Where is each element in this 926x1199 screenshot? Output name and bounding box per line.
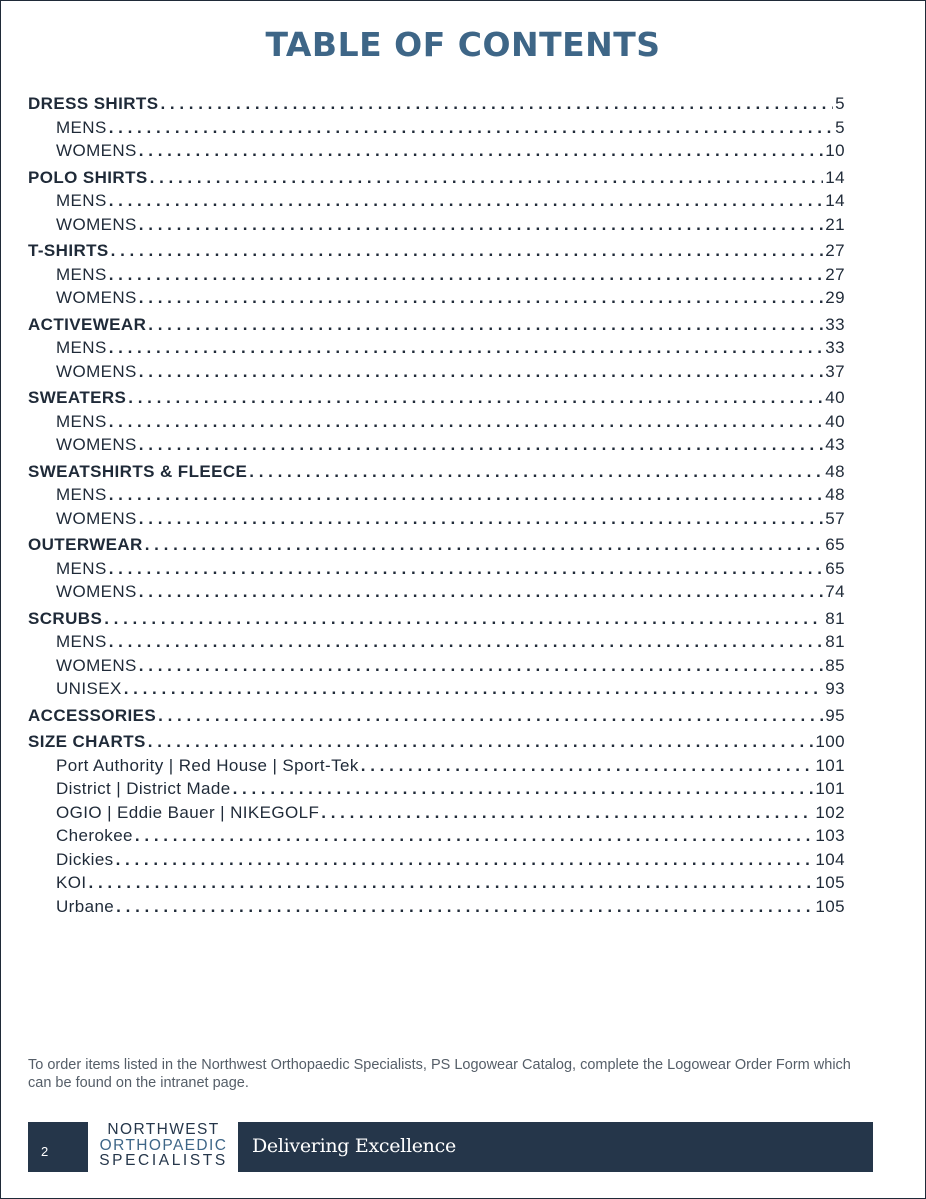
toc-page-number: 21 xyxy=(825,214,845,234)
toc-entry-label: MENS xyxy=(56,411,107,431)
toc-page-number: 14 xyxy=(825,191,845,210)
toc-page-number: 102 xyxy=(815,802,845,822)
toc-subsection-row[interactable] xyxy=(28,410,845,434)
toc-page-number: 74 xyxy=(825,582,845,601)
toc-entry-label: SWEATSHIRTS & FLEECE xyxy=(28,461,248,481)
page-number: 2 xyxy=(41,1144,49,1159)
toc-entry-label: WOMENS xyxy=(56,288,137,307)
toc-subsection-row[interactable] xyxy=(28,754,845,778)
dot-leader xyxy=(139,286,823,310)
dot-leader xyxy=(249,460,823,484)
toc-page-number: 27 xyxy=(825,264,845,284)
toc-subsection-row[interactable] xyxy=(28,580,845,604)
dot-leader xyxy=(233,777,814,801)
toc-subsection-row[interactable] xyxy=(28,483,845,507)
dot-leader xyxy=(321,801,813,825)
toc-subsection-row[interactable] xyxy=(28,801,845,825)
toc-page-number: 81 xyxy=(825,608,845,628)
toc-page-number: 5 xyxy=(835,117,845,137)
page-number-box xyxy=(28,1122,88,1172)
table-of-contents xyxy=(28,92,845,918)
toc-entry-label: SWEATERS xyxy=(28,388,127,407)
toc-entry-label: Dickies xyxy=(56,849,114,869)
dot-leader xyxy=(128,386,823,410)
toc-subsection-row[interactable] xyxy=(28,139,845,163)
company-logo xyxy=(96,1122,231,1172)
toc-entry-label: KOI xyxy=(56,873,87,892)
dot-leader xyxy=(109,263,824,287)
toc-page-number: 65 xyxy=(825,558,845,578)
toc-page-number: 27 xyxy=(825,241,845,260)
dot-leader xyxy=(139,507,823,531)
toc-entry-label: Cherokee xyxy=(56,826,133,845)
toc-subsection-row[interactable] xyxy=(28,677,845,701)
toc-subsection-row[interactable] xyxy=(28,116,845,140)
tagline-banner xyxy=(238,1122,873,1172)
toc-entry-label: MENS xyxy=(56,485,107,504)
toc-page-number: 105 xyxy=(815,873,845,892)
page-footer xyxy=(28,1122,873,1172)
dot-leader xyxy=(109,116,833,140)
toc-page-number: 95 xyxy=(825,705,845,725)
dot-leader xyxy=(139,139,823,163)
toc-page-number: 40 xyxy=(825,388,845,407)
logo-line-3: SPECIALISTS xyxy=(99,1152,228,1169)
toc-subsection-row[interactable] xyxy=(28,895,845,919)
toc-subsection-row[interactable] xyxy=(28,654,845,678)
dot-leader xyxy=(116,895,813,919)
dot-leader xyxy=(139,433,823,457)
toc-entry-label: WOMENS xyxy=(56,655,137,675)
toc-section-row[interactable] xyxy=(28,607,845,631)
toc-section-row[interactable] xyxy=(28,92,845,116)
toc-page-number: 40 xyxy=(825,411,845,431)
toc-entry-label: MENS xyxy=(56,117,107,137)
toc-section-row[interactable] xyxy=(28,313,845,337)
dot-leader xyxy=(109,630,824,654)
toc-entry-label: MENS xyxy=(56,632,107,651)
tagline: Delivering Excellence xyxy=(252,1135,456,1157)
toc-section-row[interactable] xyxy=(28,239,845,263)
toc-page-number: 43 xyxy=(825,435,845,454)
dot-leader xyxy=(124,677,824,701)
toc-entry-label: ACTIVEWEAR xyxy=(28,314,147,334)
toc-page-number: 100 xyxy=(815,732,845,751)
dot-leader xyxy=(109,410,824,434)
toc-page-number: 103 xyxy=(815,826,845,845)
toc-entry-label: Port Authority | Red House | Sport-Tek xyxy=(56,755,359,775)
toc-subsection-row[interactable] xyxy=(28,557,845,581)
toc-entry-label: MENS xyxy=(56,558,107,578)
toc-entry-label: T-SHIRTS xyxy=(28,241,109,260)
dot-leader xyxy=(139,654,823,678)
dot-leader xyxy=(104,607,823,631)
toc-entry-label: ACCESSORIES xyxy=(28,705,157,725)
toc-subsection-row[interactable] xyxy=(28,871,845,895)
toc-subsection-row[interactable] xyxy=(28,189,845,213)
dot-leader xyxy=(89,871,814,895)
dot-leader xyxy=(109,483,824,507)
toc-entry-label: District | District Made xyxy=(56,779,231,798)
toc-section-row[interactable] xyxy=(28,166,845,190)
dot-leader xyxy=(109,336,824,360)
toc-page-number: 101 xyxy=(815,779,845,798)
toc-entry-label: WOMENS xyxy=(56,141,137,160)
toc-subsection-row[interactable] xyxy=(28,263,845,287)
toc-page-number: 37 xyxy=(825,361,845,381)
toc-page-number: 85 xyxy=(825,655,845,675)
toc-page-number: 65 xyxy=(825,535,845,554)
toc-entry-label: OUTERWEAR xyxy=(28,535,143,554)
dot-leader xyxy=(111,239,824,263)
dot-leader xyxy=(139,213,823,237)
toc-page-number: 33 xyxy=(825,338,845,357)
toc-entry-label: MENS xyxy=(56,191,107,210)
dot-leader xyxy=(148,730,814,754)
toc-page-number: 14 xyxy=(825,167,845,187)
toc-page-number: 29 xyxy=(825,288,845,307)
logo-line-2: ORTHOPAEDIC xyxy=(99,1136,228,1154)
toc-subsection-row[interactable] xyxy=(28,777,845,801)
toc-entry-label: OGIO | Eddie Bauer | NIKEGOLF xyxy=(56,802,320,822)
toc-page-number: 5 xyxy=(835,94,845,113)
toc-page-number: 48 xyxy=(825,461,845,481)
toc-section-row[interactable] xyxy=(28,730,845,754)
toc-entry-label: WOMENS xyxy=(56,361,137,381)
order-note: To order items listed in the Northwest Orthopaedic Specialists, PS Logowear Catalog, complete the Logowear Order Form which can be found on the intranet page. xyxy=(28,1057,851,1091)
page-title: TABLE OF CONTENTS xyxy=(265,25,661,64)
toc-page-number: 48 xyxy=(825,485,845,504)
toc-page-number: 33 xyxy=(825,314,845,334)
dot-leader xyxy=(109,557,824,581)
toc-page-number: 105 xyxy=(815,896,845,916)
dot-leader xyxy=(116,848,814,872)
toc-subsection-row[interactable] xyxy=(28,848,845,872)
toc-page-number: 81 xyxy=(825,632,845,651)
toc-entry-label: WOMENS xyxy=(56,582,137,601)
dot-leader xyxy=(109,189,824,213)
dot-leader xyxy=(160,92,833,116)
dot-leader xyxy=(145,533,824,557)
toc-entry-label: UNISEX xyxy=(56,679,122,698)
toc-subsection-row[interactable] xyxy=(28,630,845,654)
toc-section-row[interactable] xyxy=(28,533,845,557)
toc-entry-label: DRESS SHIRTS xyxy=(28,94,159,113)
toc-entry-label: Urbane xyxy=(56,896,115,916)
toc-page-number: 93 xyxy=(825,679,845,698)
logo-line-1: NORTHWEST xyxy=(107,1121,220,1138)
toc-section-row[interactable] xyxy=(28,460,845,484)
dot-leader xyxy=(361,754,814,778)
toc-subsection-row[interactable] xyxy=(28,213,845,237)
dot-leader xyxy=(158,704,823,728)
toc-subsection-row[interactable] xyxy=(28,824,845,848)
toc-entry-label: POLO SHIRTS xyxy=(28,167,148,187)
toc-page-number: 101 xyxy=(815,755,845,775)
toc-entry-label: WOMENS xyxy=(56,508,137,528)
dot-leader xyxy=(135,824,814,848)
toc-subsection-row[interactable] xyxy=(28,433,845,457)
toc-subsection-row[interactable] xyxy=(28,507,845,531)
toc-entry-label: SIZE CHARTS xyxy=(28,732,146,751)
toc-entry-label: WOMENS xyxy=(56,435,137,454)
toc-page-number: 10 xyxy=(825,141,845,160)
toc-entry-label: MENS xyxy=(56,264,107,284)
toc-page-number: 104 xyxy=(815,849,845,869)
toc-subsection-row[interactable] xyxy=(28,360,845,384)
toc-subsection-row[interactable] xyxy=(28,336,845,360)
toc-page-number: 57 xyxy=(825,508,845,528)
dot-leader xyxy=(150,166,824,190)
toc-subsection-row[interactable] xyxy=(28,286,845,310)
toc-entry-label: WOMENS xyxy=(56,214,137,234)
toc-entry-label: SCRUBS xyxy=(28,608,103,628)
dot-leader xyxy=(139,360,823,384)
dot-leader xyxy=(148,313,823,337)
toc-entry-label: MENS xyxy=(56,338,107,357)
toc-section-row[interactable] xyxy=(28,704,845,728)
dot-leader xyxy=(139,580,823,604)
toc-section-row[interactable] xyxy=(28,386,845,410)
